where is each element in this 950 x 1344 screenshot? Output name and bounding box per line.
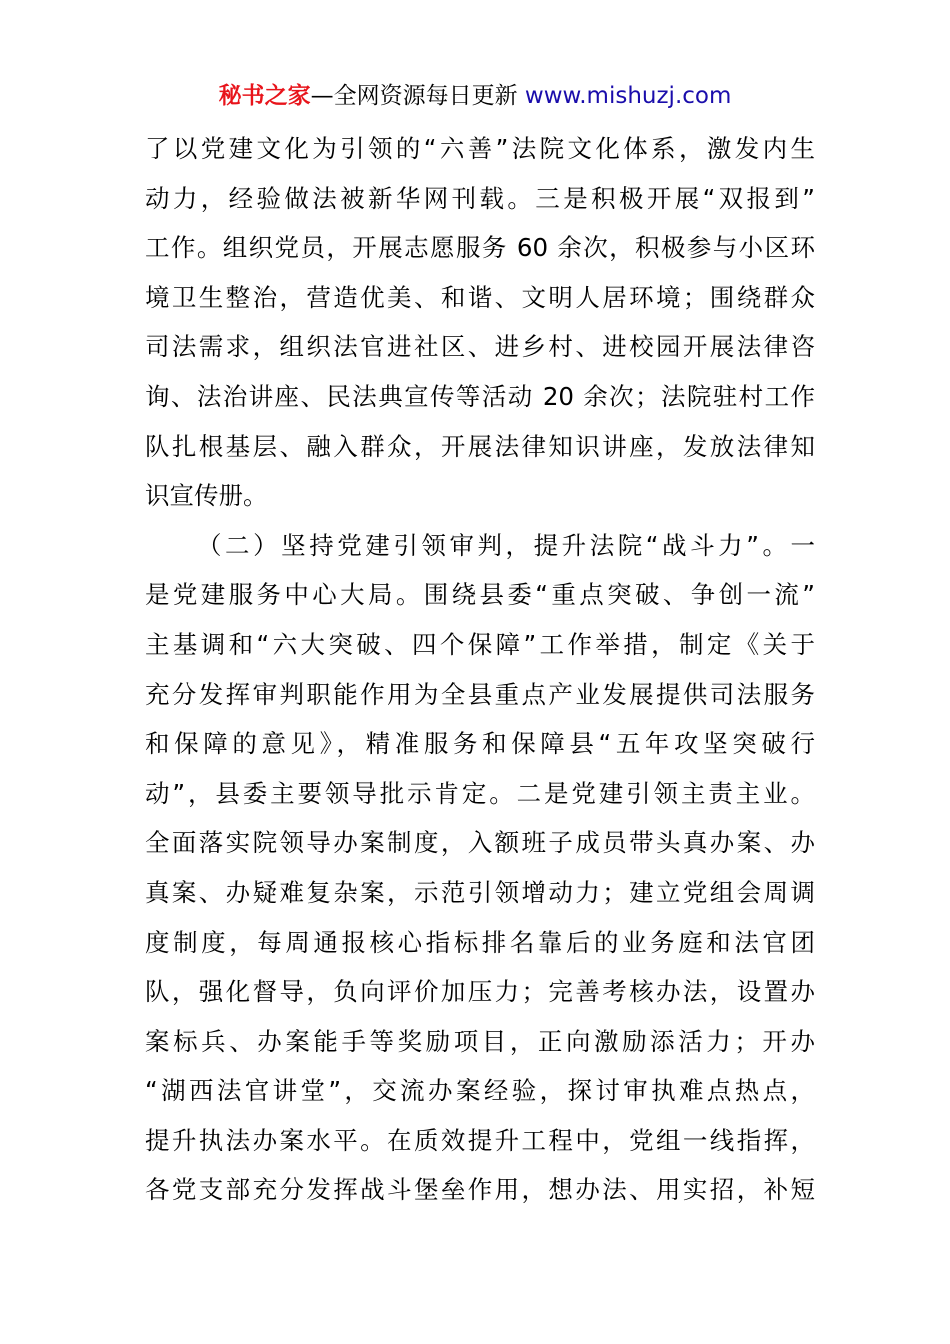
text-line: 司法需求，组织法官进社区、进乡村、进校园开展法律咨 xyxy=(145,332,815,362)
text-line: 度制度，每周通报核心指标排名靠后的业务庭和法官团 xyxy=(145,927,815,957)
text-line: 队扎根基层、融入群众，开展法律知识讲座，发放法律知 xyxy=(145,431,815,461)
text-line: 询、法治讲座、民法典宣传等活动 20 余次；法院驻村工作 xyxy=(145,381,815,411)
text-line: 境卫生整治，营造优美、和谐、文明人居环境；围绕群众 xyxy=(145,282,815,312)
text-line: 真案、办疑难复杂案，示范引领增动力；建立党组会周调 xyxy=(145,877,815,907)
text-line: 案标兵、办案能手等奖励项目，正向激励添活力；开办 xyxy=(145,1026,815,1056)
text-line: 了以党建文化为引领的“六善”法院文化体系，激发内生 xyxy=(145,134,815,163)
text-line: 各党支部充分发挥战斗堡垒作用，想办法、用实招，补短 xyxy=(145,1175,815,1205)
text-line: 识宣传册。 xyxy=(145,481,268,511)
site-url-link[interactable]: www.mishuzj.com xyxy=(524,83,732,109)
paragraph xyxy=(145,521,815,1215)
text-line: 提升执法办案水平。在质效提升工程中，党组一线指挥， xyxy=(145,1125,815,1155)
document-body xyxy=(145,124,815,1215)
text-line: 全面落实院领导办案制度，入额班子成员带头真办案、办 xyxy=(145,828,815,858)
text-line: “湖西法官讲堂”，交流办案经验，探讨审执难点热点， xyxy=(145,1076,815,1106)
site-header xyxy=(0,78,950,114)
text-line: 动力，经验做法被新华网刊载。三是积极开展“双报到” xyxy=(145,183,815,213)
text-line: 队，强化督导，负向评价加压力；完善考核办法，设置办 xyxy=(145,977,815,1007)
text-line: （二）坚持党建引领审判，提升法院“战斗力”。一 xyxy=(197,530,815,560)
site-brand: 秘书之家 xyxy=(218,83,311,109)
text-line: 和保障的意见》，精准服务和保障县“五年攻坚突破行 xyxy=(145,729,815,759)
text-line: 工作。组织党员，开展志愿服务 60 余次，积极参与小区环 xyxy=(145,233,815,263)
text-line: 充分发挥审判职能作用为全县重点产业发展提供司法服务 xyxy=(145,679,815,709)
text-line: 主基调和“六大突破、四个保障”工作举措，制定《关于 xyxy=(145,629,815,659)
text-line: 是党建服务中心大局。围绕县委“重点突破、争创一流” xyxy=(145,580,815,610)
text-line: 动”，县委主要领导批示肯定。二是党建引领主责主业。 xyxy=(145,778,815,808)
site-tagline: —全网资源每日更新 xyxy=(310,83,518,109)
paragraph xyxy=(145,124,815,521)
